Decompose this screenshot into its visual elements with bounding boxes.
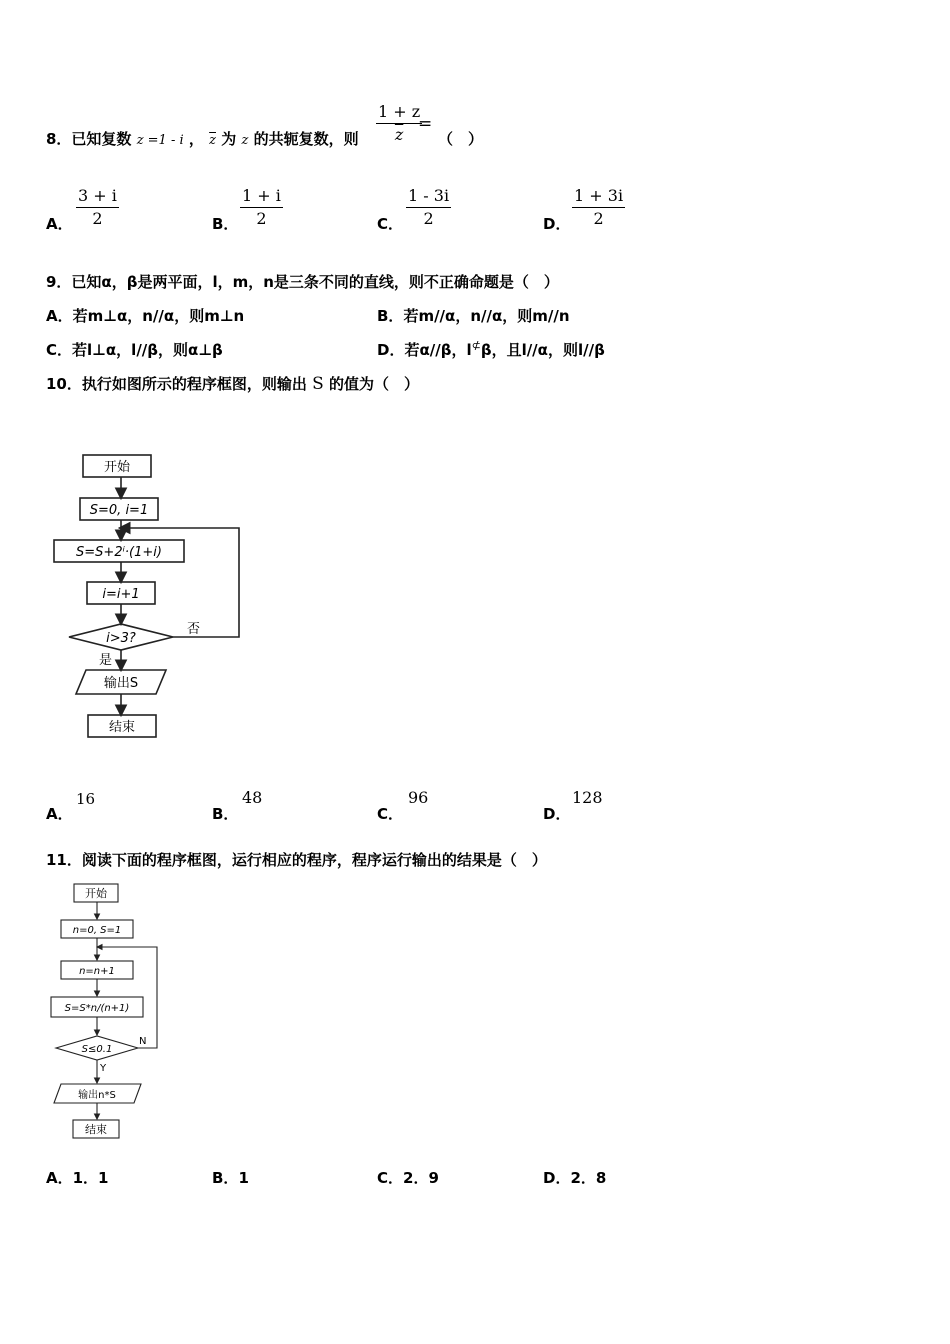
q11-yes-label: Y [100, 1063, 107, 1074]
q10-start-text: 开始 [103, 460, 131, 475]
q10-stem-post: 的值为（ ） [329, 375, 420, 393]
q8-z: z [241, 133, 249, 148]
q10-option-a-value[interactable]: 16 [76, 790, 96, 808]
q8-expression-fraction [376, 102, 422, 145]
q10-yes-label: 是 [99, 653, 113, 668]
q11-end-text: 结束 [85, 1123, 107, 1136]
q9-option-c-text: 若l⊥α，l//β，则α⊥β [72, 341, 223, 359]
q11-option-d[interactable] [543, 1167, 606, 1188]
q8-zbar: $\overline{z}$ [209, 133, 216, 148]
q8-mid: 为 [221, 130, 237, 148]
q8-fraction-numerator: 1 + z [378, 102, 421, 121]
q10-update-text: S=S+2ⁱ·(1+i) [76, 545, 162, 560]
q11-option-a[interactable] [46, 1167, 108, 1188]
q10-output-text: 输出S [103, 676, 139, 691]
q8-prefix: 8．已知复数 [46, 130, 132, 148]
q10-incr-text: i=i+1 [102, 587, 140, 602]
q8-option-b-num: 1 + i [242, 186, 281, 205]
q9-option-a-label: A． [46, 307, 73, 325]
q9-option-b-label: B． [377, 307, 404, 325]
q8-answer-paren: （ ） [438, 130, 484, 148]
q10-option-c-label[interactable]: C． [377, 805, 404, 823]
q10-option-d-value[interactable]: 128 [572, 788, 603, 807]
q11-option-c-label: C． [377, 1169, 404, 1187]
q11-option-b-value: 1 [238, 1169, 249, 1187]
q8-option-d-label[interactable]: D． [543, 215, 571, 233]
q9-option-a[interactable] [46, 305, 244, 326]
q8-suffix: 的共轭复数，则 [253, 130, 359, 148]
q10-cond-text: i>3? [106, 631, 136, 646]
q8-option-c-fraction[interactable] [406, 186, 451, 229]
q8-stem [46, 128, 359, 149]
q11-option-a-label: A． [46, 1169, 73, 1187]
q8-comma: ， [188, 130, 204, 148]
q11-no-label: N [139, 1036, 147, 1047]
q11-start-text: 开始 [85, 887, 107, 900]
q9-option-d-text-pre: 若α//β，l [404, 341, 472, 359]
q8-option-a-den: 2 [92, 209, 103, 228]
q8-option-a-num: 3 + i [78, 186, 117, 205]
q10-flowchart [44, 445, 249, 750]
q11-output-text: 输出n*S [78, 1090, 116, 1101]
q10-stem [46, 373, 419, 394]
q10-stem-pre: 10．执行如图所示的程序框图，则输出 [46, 375, 307, 393]
q8-option-d-den: 2 [593, 209, 604, 228]
q9-stem: 9．已知α，β是两平面，l，m，n是三条不同的直线，则不正确命题是（ ） [46, 273, 559, 291]
q9-option-b-text: 若m//α，n//α，则m//n [403, 307, 570, 325]
q10-no-label: 否 [187, 622, 201, 637]
q10-option-c-value[interactable]: 96 [408, 788, 429, 807]
q8-option-c-num: 1 - 3i [408, 186, 450, 205]
q9-option-a-text: 若m⊥α，n//α，则m⊥n [72, 307, 245, 325]
q9-option-d[interactable] [377, 339, 605, 360]
q11-cond-text: S≤0.1 [81, 1044, 113, 1055]
q11-option-b-label: B． [212, 1169, 239, 1187]
q11-incr-text: n=n+1 [79, 966, 115, 977]
q11-update-text: S=S*n/(n+1) [64, 1003, 130, 1014]
q10-stem-var: S [312, 374, 324, 394]
q8-option-c-label[interactable]: C． [377, 215, 404, 233]
q11-option-b[interactable] [212, 1167, 249, 1188]
q8-option-b-fraction[interactable] [240, 186, 283, 229]
q10-end-text: 结束 [108, 720, 136, 735]
q9-option-c[interactable] [46, 339, 223, 360]
q8-z-definition: z =1 - i [136, 133, 184, 148]
q11-option-c-value: 2．9 [403, 1169, 439, 1187]
q8-option-a-fraction[interactable] [76, 186, 119, 229]
q11-init-text: n=0, S=1 [72, 925, 122, 936]
q10-option-b-label[interactable]: B． [212, 805, 239, 823]
q8-fraction-denominator: z [394, 125, 404, 144]
q9-option-d-text-post: β，且l//α，则l//β [480, 341, 605, 359]
q11-flowchart [48, 878, 168, 1143]
q8-option-d-fraction[interactable] [572, 186, 625, 229]
q9-option-c-label: C． [46, 341, 73, 359]
q8-option-a-label[interactable]: A． [46, 215, 73, 233]
q8-option-b-den: 2 [256, 209, 267, 228]
q8-option-c-den: 2 [423, 209, 434, 228]
q10-option-b-value[interactable]: 48 [242, 788, 263, 807]
q8-option-b-label[interactable]: B． [212, 215, 239, 233]
q11-option-c[interactable] [377, 1167, 439, 1188]
q8-equals: = [418, 114, 433, 134]
q11-stem: 11．阅读下面的程序框图，运行相应的程序，程序运行输出的结果是（ ） [46, 851, 547, 869]
q11-option-a-value: 1．1 [72, 1169, 109, 1187]
q9-option-d-label: D． [377, 341, 405, 359]
q10-option-a-label[interactable]: A． [46, 805, 73, 823]
q11-option-d-label: D． [543, 1169, 571, 1187]
q9-option-b[interactable] [377, 305, 570, 326]
q10-init-text: S=0, i=1 [89, 503, 149, 518]
q8-option-d-num: 1 + 3i [574, 186, 624, 205]
q10-option-d-label[interactable]: D． [543, 805, 571, 823]
q9-not-subset-symbol: ⊄ [471, 339, 481, 352]
q11-option-d-value: 2．8 [570, 1169, 607, 1187]
